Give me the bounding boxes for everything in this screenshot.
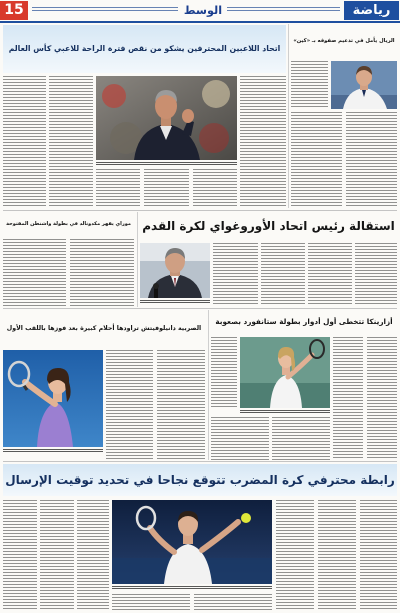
article-text-column [213,243,258,306]
article-text-column [261,243,305,306]
header-dateline [32,7,178,13]
story-photo [140,243,210,298]
headline: الريال يأمل في تدعيم صفوفه بـ «كين» [293,38,395,45]
section-rule [3,461,397,462]
article-text-column [308,243,352,306]
column-rule [288,24,289,208]
headline: أزارينكا تتخطى أول أدوار بطولة ستانفورد بصعوبة [215,316,393,326]
photo-caption [140,300,210,304]
article-text-column [157,350,205,460]
photo-image [112,500,272,584]
page-number: 15 [0,1,28,20]
article-text-column [112,594,190,611]
photo-image [331,61,397,109]
article-text-column [3,76,46,208]
article-text-column [211,417,269,460]
photo-image [140,243,210,298]
article-text-column [276,500,314,611]
article-text-column [346,112,397,208]
column-rule [137,212,138,307]
photo-image [240,337,330,408]
headline: موراي يقهر مكدونالد في بطولة واشنطن المفتوحة [6,221,131,227]
article-text-column [194,594,272,611]
article-text-column [360,500,397,611]
article-text-column [291,61,328,108]
column-rule [208,310,209,460]
article-text-column [3,500,37,611]
photo-caption [112,586,272,590]
article-text-column [367,337,397,460]
headline: استقالة رئيس اتحاد الأوروغواي لكرة القدم [142,219,395,234]
article-text-column [355,243,397,306]
story-photo [240,337,330,408]
article-text-column [211,337,237,408]
section-rule [3,210,397,211]
photo-image [96,76,237,160]
article-text-column [96,169,140,208]
article-text-column [40,500,74,611]
article-text-column [77,500,109,611]
article-text-column [240,76,286,208]
story-photo [96,76,237,160]
article-text-column [106,350,153,460]
article-text-column [333,337,363,460]
photo-image [3,350,103,447]
article-text-column [3,239,66,306]
article-text-column [49,76,93,208]
newspaper-logo: الوسط [183,3,223,17]
section-rule [3,308,397,309]
headline: اتحاد اللاعبين المحترفين يشكو من نقص فترة الراحة للاعبي كأس العالم [3,25,286,73]
section-tab: رياضة [344,1,399,20]
article-text-column [272,417,330,460]
article-text-column [70,239,134,306]
photo-caption [240,410,330,414]
article-text-column [144,169,189,208]
article-text-column [291,112,342,208]
photo-caption [3,449,103,453]
header-rule [0,21,400,23]
article-text-column [318,500,356,611]
headline: رابطة محترفي كرة المضرب تتوقع نجاحا في تحديد توقيت الإرسال [3,464,397,496]
photo-caption [96,162,237,166]
story-photo [331,61,397,109]
headline: الصربية دانيلوفيتش تراودها أحلام كبيرة بعد فوزها باللقب الأول [6,325,202,333]
header-issue-info [227,7,340,13]
article-text-column [193,169,237,208]
story-photo [3,350,103,447]
story-photo [112,500,272,584]
